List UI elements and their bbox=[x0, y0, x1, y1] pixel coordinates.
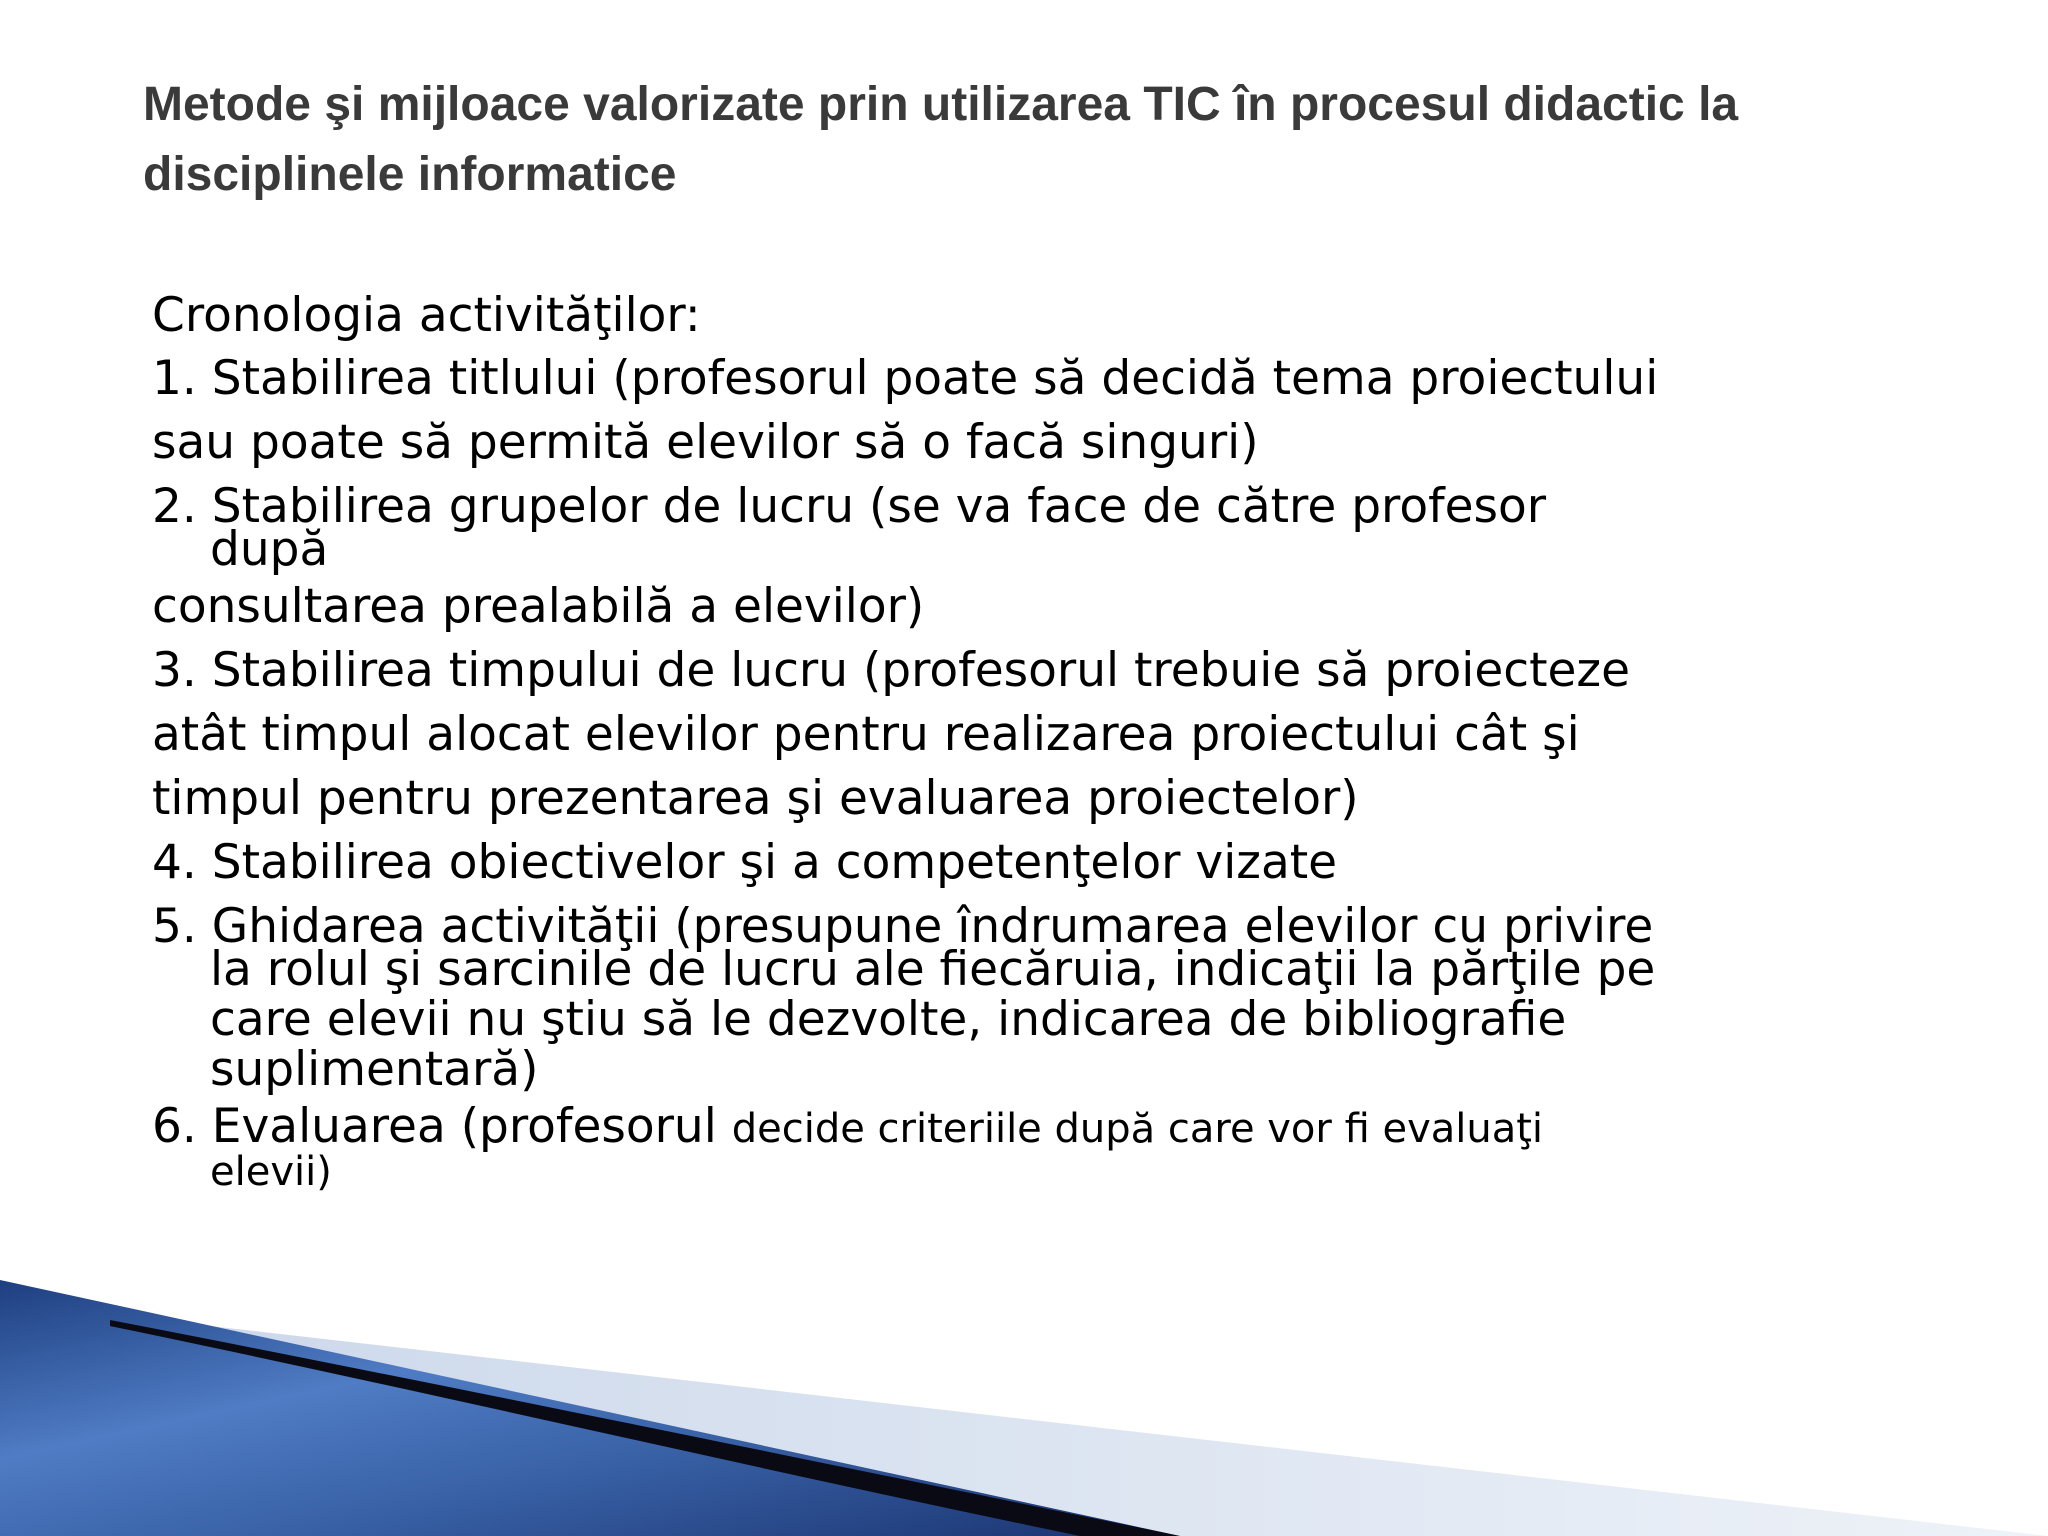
slide-body bbox=[152, 285, 1972, 1197]
body-line: 5. Ghidarea activităţii (presupune îndrumarea elevilor cu privire bbox=[152, 899, 1654, 954]
body-line-continuation: după bbox=[210, 522, 329, 577]
body-line: sau poate să permită elevilor să o facă singuri) bbox=[152, 415, 1259, 470]
body-line-continuation: la rolul şi sarcinile de lucru ale fiecăruia, indicaţii la părţile pe bbox=[210, 942, 1656, 997]
body-line: 4. Stabilirea obiectivelor şi a competenţelor vizate bbox=[152, 835, 1338, 890]
body-line-continuation: suplimentară) bbox=[210, 1042, 539, 1097]
body-line: 2. Stabilirea grupelor de lucru (se va face de către profesor bbox=[152, 479, 1547, 534]
body-line: timpul pentru prezentarea şi evaluarea proiectelor) bbox=[152, 771, 1359, 826]
body-line-small: decide criteriile după care vor fi evaluaţi bbox=[731, 1106, 1544, 1152]
slide-title: Metode şi mijloace valorizate prin utilizarea TIC în procesul didactic la disciplinele informatice bbox=[143, 78, 1739, 201]
body-line-main: 6. Evaluarea (profesorul bbox=[152, 1099, 717, 1154]
body-line: atât timpul alocat elevilor pentru realizarea proiectului cât şi bbox=[152, 707, 1580, 762]
body-line-continuation: care elevii nu ştiu să le dezvolte, indicarea de bibliografie bbox=[210, 992, 1567, 1047]
body-line: 3. Stabilirea timpului de lucru (profesorul trebuie să proiecteze bbox=[152, 643, 1631, 698]
body-line: 1. Stabilirea titlului (profesorul poate să decidă tema proiectului bbox=[152, 351, 1659, 406]
body-line-continuation: elevii) bbox=[210, 1149, 332, 1195]
body-line: consultarea prealabilă a elevilor) bbox=[152, 579, 925, 634]
decorative-swoosh bbox=[0, 1280, 2048, 1536]
body-heading: Cronologia activităţilor: bbox=[152, 288, 701, 343]
